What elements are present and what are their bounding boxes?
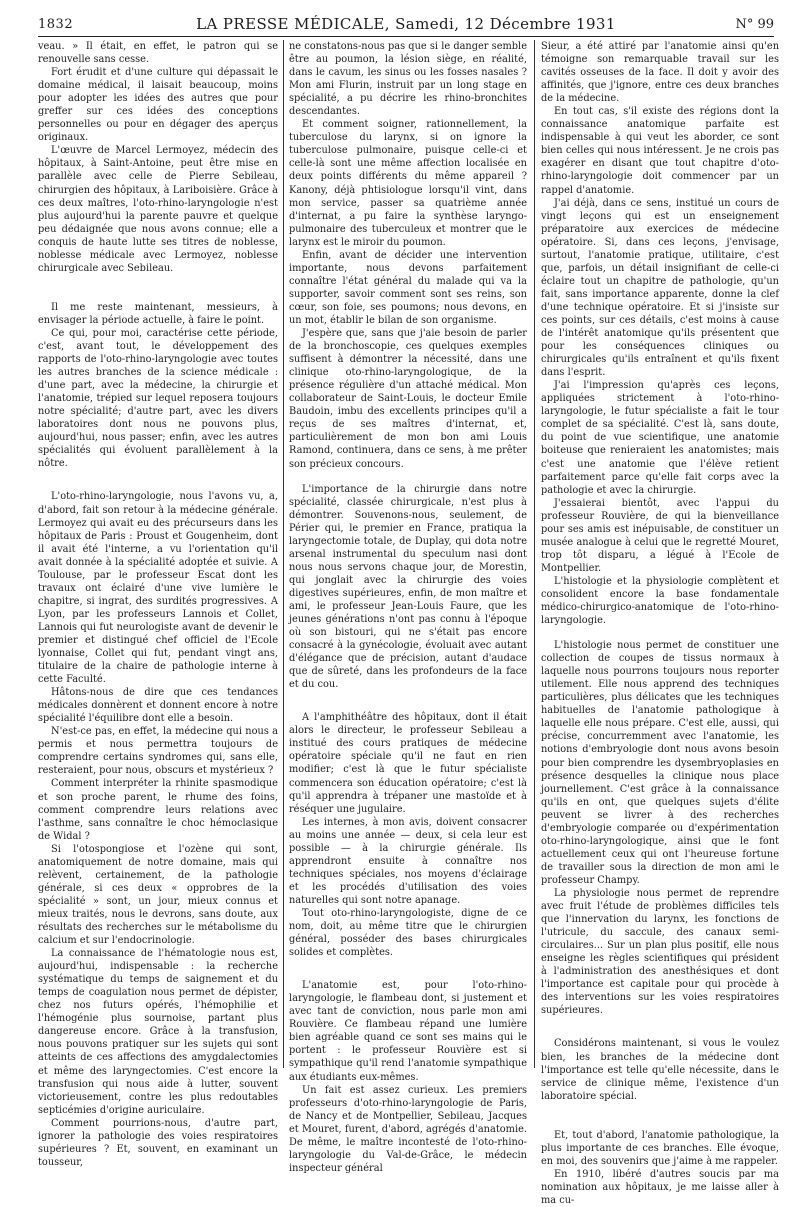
paragraph: L'œuvre de Marcel Lermoyez, médecin des hôpitaux, à Saint-Antoine, peut être mise en parallèle avec celle de Pierre Sebileau, chirurgien des hôpitaux, à Lariboisière. Grâce à ces deux maîtres, l'oto-rhino-laryngologie n'est plus aujourd'hui la parente pauvre et quelque peu dédaignée que nous avons connue; elle a conquis de haute lutte ses titres de noblesse, noblesse médicale avec Lermoyez, noblesse chirurgicale avec Sebileau. <box>38 145 278 274</box>
paragraph: J'espère que, sans que j'aie besoin de parler de la bronchoscopie, ces quelques exemples suffisent à démontrer la nécessité, dans une clinique oto-rhino-laryngologique, de la présence régulière d'un attaché médical. Mon collaborateur de Saint-Louis, le docteur Emile Baudoin, imbu des excellents principes qu'il a reçus de ses maîtres d'internat, et, particulièrement de mon bon ami Louis Ramond, continuera, dans ce sens, à me prêter son précieux concours. <box>289 328 527 470</box>
column-divider <box>283 40 284 1068</box>
paragraph: Si l'otospongiose et l'ozène qui sont, anatomiquement de notre domaine, mais qui relèvent, certainement, de la pathologie générale, si ces deux « opprobres de la spécialité » sont, un jour, mieux connus et mieux traités, nous le devrons, sans doute, aux résultats des recherches sur le métabolisme du calcium et sur l'endocrinologie. <box>38 843 278 947</box>
paragraph: Et, tout d'abord, l'anatomie pathologique, la plus importante de ces branches. Elle évoque, en moi, des souvenirs que j'aime à me rappeler. <box>541 1129 779 1167</box>
paragraph: Les internes, à mon avis, doivent consacrer au moins une année — deux, si cela leur est possible — à la chirurgie générale. Ils apprendront ensuite à connaître nos techniques spéciales, nos moyens d'éclairage et les procédés d'utilisation des voies naturelles qui sont notre apanage. <box>289 816 527 906</box>
paragraph: Enfin, avant de décider une intervention importante, nous devons parfaitement connaître l'état général du malade qui va la supporter, savoir comment sont ses reins, son cœur, son foie, ses poumons; nous devons, en un mot, établir le bilan de son organisme. <box>289 249 527 326</box>
paragraph: La physiologie nous permet de reprendre avec fruit l'étude de problèmes difficiles tels que l'innervation du larynx, les fonctions de l'utricule, du saccule, des canaux semi-circulaires... Sur un plan plus positif, elle nous enseigne les règles scientifiques qui président à l'administration des anesthésiques et dont l'importance est capitale pour qui procède à des interventions sur les voies respiratoires supérieures. <box>541 888 779 1017</box>
paragraph: J'essaierai bientôt, avec l'appui du professeur Rouvière, de qui la bienveillance pour ses amis est inépuisable, de constituer un musée analogue à celui que le regretté Mouret, trop tôt disparu, a légué à l'Ecole de Montpellier. <box>541 497 779 574</box>
journal-title: LA PRESSE MÉDICALE, Samedi, 12 Décembre 1931 <box>196 15 616 33</box>
paragraph: Un fait est assez curieux. Les premiers professeurs d'oto-rhino-laryngologie de Paris, de Nancy et de Montpellier, Sebileau, Jacques et Mouret, furent, d'abord, agrégés d'anatomie. De même, le maître incontesté de l'oto-rhino-laryngologie du Val-de-Grâce, le médecin inspecteur général <box>289 1084 527 1174</box>
paragraph: Sieur, a été attiré par l'anatomie ainsi qu'en témoigne son remarquable travail sur les cavités osseuses de la face. Il doit y avoir des affinités, que j'ignore, entre ces deux branches de la médecine. <box>541 41 779 105</box>
paragraph: Il me reste maintenant, messieurs, à envisager la période actuelle, à faire le point. <box>38 301 278 326</box>
paragraph: Comment interpréter la rhinite spasmodique et son proche parent, le rhume des foins, comment comprendre leurs relations avec l'asthme, sans connaître le choc hémoclasique de Widal ? <box>38 778 278 842</box>
paragraph: Hâtons-nous de dire que ces tendances médicales donnèrent et donnent encore à notre spécialité l'équilibre dont elle a besoin. <box>38 687 278 725</box>
paragraph: En tout cas, s'il existe des régions dont la connaissance anatomique parfaite est indispensable à qui veut les aborder, ce sont bien celles qui nous intéressent. Je ne crois pas exagérer en disant que tout chapitre d'oto-rhino-laryngologie doit commencer par un rappel d'anatomie. <box>541 106 779 196</box>
paragraph: L'histologie nous permet de constituer une collection de coupes de tissus normaux à laquelle nous pourrons toujours nous reporter utilement. Elle nous apprend des techniques particulières, plus délicates que les techniques habituelles de l'anatomie pathologique à laquelle elle nous prépare. C'est elle, aussi, qui précise, concurremment avec l'anatomie, les notions d'embryologie dont nous avons besoin pour bien comprendre les dysembryoplasies en présence desquelles la clinique nous place journellement. C'est grâce à la connaissance qu'ils en ont, que quelques sujets d'élite peuvent se livrer à des recherches d'embryologie comparée ou d'expérimentation oto-rhino-laryngologique, ainsi que le font actuellement ceux qui ont l'heureuse fortune de travailler sous la direction de mon ami le professeur Champy. <box>541 640 779 886</box>
text-column-1 <box>38 40 278 1169</box>
paragraph: N'est-ce pas, en effet, la médecine qui nous a permis et nous permettra toujours de comprendre certains syndromes qui, sans elle, resteraient, pour nous, obscurs et mystérieux ? <box>38 726 278 777</box>
paragraph: Fort érudit et d'une culture qui dépassait le domaine médical, il laisait beaucoup, moins pour adopter les idées des autres que pour greffer sur ces idées des conceptions personnelles ou pour en dégager des aperçus originaux. <box>38 67 278 144</box>
paragraph: Considérons maintenant, si vous le voulez bien, les branches de la médecine dont l'importance est telle qu'elle nécessite, dans le service de clinique même, l'existence d'un laboratoire spécial. <box>541 1038 779 1102</box>
paragraph: J'ai l'impression qu'après ces leçons, appliquées strictement à l'oto-rhino-laryngologie, le futur spécialiste a fait le tour complet de sa spécialité. C'est là, sans doute, du point de vue scientifique, une anatomie boiteuse que renieraient les anatomistes; mais c'est une anatomie que l'élève retient parfaitement parce qu'elle fait corps avec la pathologie et avec la chirurgie. <box>541 380 779 496</box>
paragraph: veau. » Il était, en effet, le patron qui se renouvelle sans cesse. <box>38 41 278 66</box>
paragraph: La connaissance de l'hématologie nous est, aujourd'hui, indispensable : la recherche systématique du temps de saignement et du temps de coagulation nous permet de dépister, chez nos futurs opérés, l'hémophilie et l'hémogénie plus sournoise, partant plus dangereuse encore. Grâce à la transfusion, nous pouvons pratiquer sur les sujets qui sont atteints de ces affections des amygdalectomies et même des laryngectomies. C'est encore la transfusion qui nous aide à lutter, souvent victorieusement, contre les plus redoutables septicémies d'origine auriculaire. <box>38 948 278 1116</box>
paragraph: Ce qui, pour moi, caractérise cette période, c'est, avant tout, le développement des rapports de l'oto-rhino-laryngologie avec toutes les autres branches de la science médicale : d'une part, avec la médecine, la chirurgie et l'anatomie, trépied sur lequel reposera toujours notre spécialité; d'autre part, avec les divers laboratoires dont nous ne pouvons plus, aujourd'hui, nous passer; enfin, avec les autres spécialités qui évoluent parallèlement à la nôtre. <box>38 327 278 470</box>
paragraph: L'histologie et la physiologie complètent et consolident encore la base fondamentale médico-chirurgico-anatomique de l'oto-rhino-laryngologie. <box>541 575 779 627</box>
page-year: 1832 <box>38 17 74 32</box>
paragraph: L'oto-rhino-laryngologie, nous l'avons vu, a, d'abord, fait son retour à la médecine générale. Lermoyez qui avait eu des précurseurs dans les hôpitaux de Paris : Proust et Gougenheim, dont il avait été l'interne, a vu l'orientation qu'il avait donnée à la spécialité adoptée et suivie. A Toulouse, par le professeur Escat dont les travaux ont éclairé d'une vive lumière le chapitre, si ingrat, des surdités progressives. A Lyon, par les professeurs Lannois et Collet, Lannois qui fut neurologiste avant de devenir le premier et distingué chef officiel de l'Ecole lyonnaise, Collet qui fut, pendant vingt ans, titulaire de la chaire de pathologie interne à cette Faculté. <box>38 491 278 686</box>
text-column-3 <box>541 40 779 1207</box>
text-column-2 <box>289 40 527 1175</box>
paragraph: En 1910, libéré d'autres soucis par ma nomination aux hôpitaux, je me laisse aller à ma cu- <box>541 1168 779 1206</box>
paragraph: J'ai déjà, dans ce sens, institué un cours de vingt leçons qui est un enseignement préparatoire aux exercices de médecine opératoire. Si, dans ces leçons, j'envisage, surtout, l'anatomie pratique, utilitaire, c'est que, parfois, un détail insignifiant de celle-ci éclaire tout un chapitre de pathologie, qu'un fait, sans importance apparente, donne la clef d'une technique opératoire. Et si j'insiste sur ces points, sur ces détails, c'est moins à cause de l'intérêt anatomique qu'ils présentent que pour les conséquences cliniques ou chirurgicales qu'ils entraînent et qu'ils fixent dans l'esprit. <box>541 197 779 379</box>
paragraph: A l'amphithéâtre des hôpitaux, dont il était alors le directeur, le professeur Sebileau a institué des cours pratiques de médecine opératoire spéciale qu'il ne faut en rien modifier; c'est là que le futur spécialiste commencera son éducation opératoire; c'est là qu'il apprendra à trépaner une mastoïde et à réséquer une jugulaire. <box>289 712 527 815</box>
paragraph: Tout oto-rhino-laryngologiste, digne de ce nom, doit, au même titre que le chirurgien général, posséder des bases chirurgicales solides et complètes. <box>289 908 527 959</box>
column-divider <box>534 40 535 1068</box>
paragraph: Et comment soigner, rationnellement, la tuberculose du larynx, si on ignore la tuberculose pulmonaire, puisque celle-ci et celle-là sont une même affection localisée en deux points différents du même appareil ? Kanony, déjà phtisiologue lorsqu'il vint, dans mon service, passer sa quatrième année d'internat, a pu faire la synthèse laryngo-pulmonaire des tuberculeux et montrer que le larynx est le miroir du poumon. <box>289 119 527 248</box>
paragraph: Comment pourrions-nous, d'autre part, ignorer la pathologie des voies respiratoires supérieures ? Et, souvent, en examinant un tousseur, <box>38 1117 278 1168</box>
page-header <box>38 14 774 37</box>
paragraph: L'importance de la chirurgie dans notre spécialité, classée chirurgicale, n'est plus à démontrer. Souvenons-nous, seulement, de Périer qui, le premier en France, pratiqua la laryngectomie totale, de Duplay, qui dota notre arsenal instrumental du speculum nasi dont nous nous servons chaque jour, de Morestin, qui jonglait avec la chirurgie des voies digestives supérieures, enfin, de mon maître et ami, le professeur Jean-Louis Faure, que les jeunes générations n'ont pas connu à l'époque où son bistouri, qui ne s'était pas encore consacré à la gynécologie, évoluait avec autant d'élégance que de précision, autant d'audace que de sûreté, dans les profondeurs de la face et du cou. <box>289 483 527 691</box>
paragraph: L'anatomie est, pour l'oto-rhino-laryngologie, le flambeau dont, si justement et avec tant de conviction, nous parle mon ami Rouvière. Ce flambeau répand une lumière bien agréable quand ce sont ses mains qui le portent : le professeur Rouvière est si sympathique qu'il rend l'anatomie sympathique aux étudiants eux-mêmes. <box>289 980 527 1083</box>
paragraph: ne constatons-nous pas que si le danger semble être au poumon, la lésion siège, en réalité, dans le cavum, les sinus ou les fosses nasales ? Mon ami Flurin, instruit par un long stage en spécialité, a pu décrire les rhino-bronchites descendantes. <box>289 41 527 118</box>
issue-number: N° 99 <box>735 17 774 32</box>
